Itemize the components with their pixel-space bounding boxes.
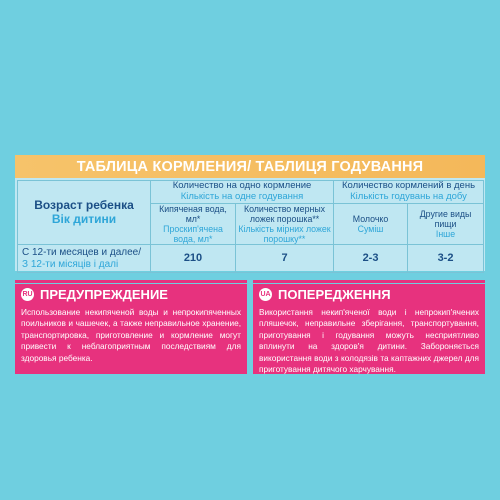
row-age-ru: С 12-ти месяцев и далее/ — [22, 247, 142, 259]
per-feeding-ru: Количество на одно кормление — [172, 180, 312, 191]
warning-ru-top-bar — [15, 280, 247, 283]
milk-header-ua: Суміш — [357, 224, 384, 235]
table-row — [18, 245, 484, 273]
spoons-header — [236, 203, 334, 244]
per-feeding-ua: Кількість на одне годування — [180, 190, 304, 202]
ua-badge-icon: UA — [259, 288, 272, 301]
warning-ru-panel — [15, 284, 247, 374]
spoons-header-ua: Кількість мірних ложек порошку** — [238, 224, 331, 245]
row-other-value: 3-2 — [408, 245, 484, 273]
other-food-header-ua: Інше — [435, 229, 456, 240]
water-header-ru: Кипяченая вода, мл* — [159, 203, 227, 224]
other-food-header-ru: Другие виды пищи — [419, 208, 472, 229]
per-day-ru: Количество кормлений в день — [341, 180, 476, 191]
water-header-ua: Проскип'ячена вода, мл* — [163, 224, 223, 245]
ru-badge-icon: RU — [21, 288, 34, 301]
per-day-header — [334, 181, 484, 204]
water-header — [151, 203, 236, 244]
row-milk-value: 2-3 — [334, 245, 408, 273]
milk-header — [334, 203, 408, 244]
age-header-ru: Возраст ребенка — [34, 197, 134, 212]
spoons-header-ru: Количество мерных ложек порошка** — [243, 203, 326, 224]
row-water-value: 210 — [151, 245, 236, 273]
warning-ua-text: Використання некип'яченої води і непрокип'ячених пляшечок, неправильне зберігання, транспортування, приготування і годування можуть несприятливо вплинути на здоров'я дитини. Забороняється використання води з колодязів та каптажних джерел для приготування дитячого харчування. — [259, 307, 479, 375]
warning-ru-text: Использование некипяченой воды и непрокипяченных поильников и чашечек, а также неправильное хранение, транспортировка, приготовление и кормление могут привести к неблагоприятным последствиям для здоровья ребенка. — [21, 307, 241, 363]
row-age — [18, 245, 151, 273]
milk-header-ru: Молочко — [352, 213, 389, 224]
warning-ua-panel — [253, 284, 485, 374]
warning-ru-title: ПРЕДУПРЕЖДЕНИЕ — [40, 286, 168, 302]
row-spoons-value: 7 — [236, 245, 334, 273]
age-header — [18, 181, 151, 245]
age-header-ua: Вік дитини — [51, 211, 117, 226]
other-food-header — [408, 203, 484, 244]
feeding-table-title: ТАБЛИЦА КОРМЛЕНИЯ/ ТАБЛИЦЯ ГОДУВАННЯ — [15, 155, 485, 178]
per-feeding-header — [151, 181, 334, 204]
warning-ua-top-bar — [253, 280, 485, 283]
warning-ua-title: ПОПЕРЕДЖЕННЯ — [278, 286, 391, 302]
per-day-ua: Кількість годувань на добу — [350, 190, 467, 202]
row-age-ua: З 12-ти місяців і далі — [22, 258, 119, 270]
feeding-table — [17, 180, 484, 273]
